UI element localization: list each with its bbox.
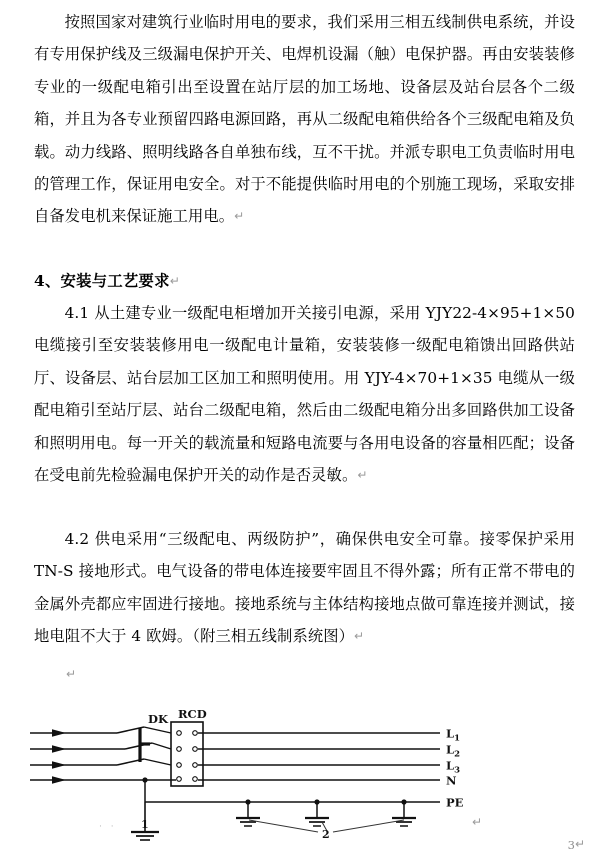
arrow-icon-l3 bbox=[52, 761, 66, 769]
callout-2-leader-a bbox=[249, 820, 318, 832]
rcd-terminals-left bbox=[177, 731, 182, 782]
earth-electrode-2a-group bbox=[236, 799, 260, 826]
rcd-terminal-in-l3 bbox=[177, 763, 182, 768]
earth-electrode-2c-group bbox=[392, 799, 416, 826]
arrow-icon-n bbox=[52, 776, 66, 784]
dk-out-l1 bbox=[144, 727, 171, 733]
paragraph-intro-text: 按照国家对建筑行业临时用电的要求，我们采用三相五线制供电系统，并设有专用保护线及三级漏电保护开关、电焊机设漏（触）电保护器。再由安装装修专业的一级配电箱引出至设置在站厅层的加工场地、设备层及站台层各个二级箱，并且为各专业预留四路电源回路，再从二级配电箱供给各个三级配电箱及负载。动力线路、照明线路各自单独布线，互不干扰。并派专职电工负责临时用电的管理工作，保证用电安全。对于不能提供临时用电的个别施工现场，采取安排自备发电机来保证施工用电。 bbox=[34, 13, 575, 226]
rcd-terminal-in-l1 bbox=[177, 731, 182, 736]
callout-2-leader-c bbox=[333, 820, 404, 832]
paragraph-4-2-text: 4.2 供电采用“三级配电、两级防护”，确保供电安全可靠。接零保护采用 TN-S 接地形式。电气设备的带电体连接要牢固且不得外露；所有正常不带电的金属外壳都应牢固进行接地。接地系统与主体结构接地点做可靠连接并测试，接地电阻不大于 4 欧姆。（附三相五线制系统图） bbox=[34, 530, 575, 646]
dk-switch-group bbox=[117, 712, 171, 765]
rcd-terminal-out-l1 bbox=[193, 731, 198, 736]
incoming-arrow-group bbox=[52, 729, 66, 784]
paragraph-4-1 bbox=[34, 297, 575, 491]
arrow-icon-l2 bbox=[52, 745, 66, 753]
label-l1: $L_1$ bbox=[446, 726, 461, 744]
paragraph-mark-icon: ↵ bbox=[357, 468, 368, 483]
paragraph-4-2 bbox=[34, 523, 575, 653]
dk-label: DK bbox=[148, 712, 168, 726]
figure-three-phase-five-wire-diagram bbox=[0, 660, 607, 859]
paragraph-mark-icon: ↵ bbox=[169, 274, 180, 288]
arrow-icon-l1 bbox=[52, 729, 66, 737]
callout-2-label: 2 bbox=[322, 828, 330, 841]
rcd-terminal-out-n bbox=[193, 777, 198, 782]
paragraph-intro bbox=[34, 6, 575, 233]
earth-electrode-1-group bbox=[131, 802, 159, 840]
dk-out-l3 bbox=[144, 759, 171, 765]
rcd-terminal-in-l2 bbox=[177, 747, 182, 752]
incoming-lines-group bbox=[30, 733, 145, 780]
heading-section-4 bbox=[34, 265, 575, 297]
figure-paragraph-mark: ↵ bbox=[472, 815, 483, 829]
rcd-terminal-out-l3 bbox=[193, 763, 198, 768]
paragraph-mark-icon: ↵ bbox=[234, 209, 245, 224]
label-l3: $L_3$ bbox=[446, 758, 461, 776]
figure-artifact-dots: · · bbox=[99, 822, 117, 832]
rcd-terminal-in-n bbox=[177, 777, 182, 782]
rcd-body bbox=[171, 722, 203, 786]
dk-out-l2 bbox=[152, 743, 171, 749]
label-l2: $L_2$ bbox=[446, 742, 461, 760]
label-n: N bbox=[446, 773, 457, 788]
label-pe: PE bbox=[446, 795, 464, 810]
rcd-terminals-right bbox=[193, 731, 198, 782]
heading-section-4-text: 4、安装与工艺要求 bbox=[34, 272, 170, 290]
page-number-value: 3 bbox=[567, 838, 575, 852]
rcd-label: RCD bbox=[178, 707, 207, 721]
dk-outgoing bbox=[144, 727, 171, 765]
outgoing-lines-group bbox=[198, 733, 440, 780]
conductor-labels-group bbox=[446, 727, 464, 810]
rcd-group bbox=[171, 707, 207, 786]
empty-paragraph-mark: ↵ bbox=[66, 667, 77, 681]
callout-1-label: 1 bbox=[141, 818, 149, 831]
earth-electrode-2b-group bbox=[305, 799, 329, 826]
paragraph-4-1-text: 4.1 从土建专业一级配电柜增加开关接引电源，采用 YJY22-4×95+1×50 电缆接引至安装装修用电一级配电计量箱，安装装修一级配电箱馈出回路供站厅、设备层、站台层加工区加工和照明使用。用 YJY-4×70+1×35 电缆从一级配电箱引至站厅层、站台二级配电箱，然后由二级配电箱分出多回路供加工设备和照明用电。每一开关的载流量和短路电流要与各用电设备的容量相匹配；设备在受电前先检验漏电保护开关的动作是否灵敏。 bbox=[34, 304, 575, 485]
rcd-terminal-out-l2 bbox=[193, 747, 198, 752]
paragraph-mark-icon: ↵ bbox=[574, 837, 585, 851]
paragraph-mark-icon: ↵ bbox=[354, 629, 365, 644]
page-number bbox=[568, 837, 585, 852]
diagram-svg bbox=[0, 660, 607, 859]
junction-dot-neutral bbox=[142, 777, 147, 782]
